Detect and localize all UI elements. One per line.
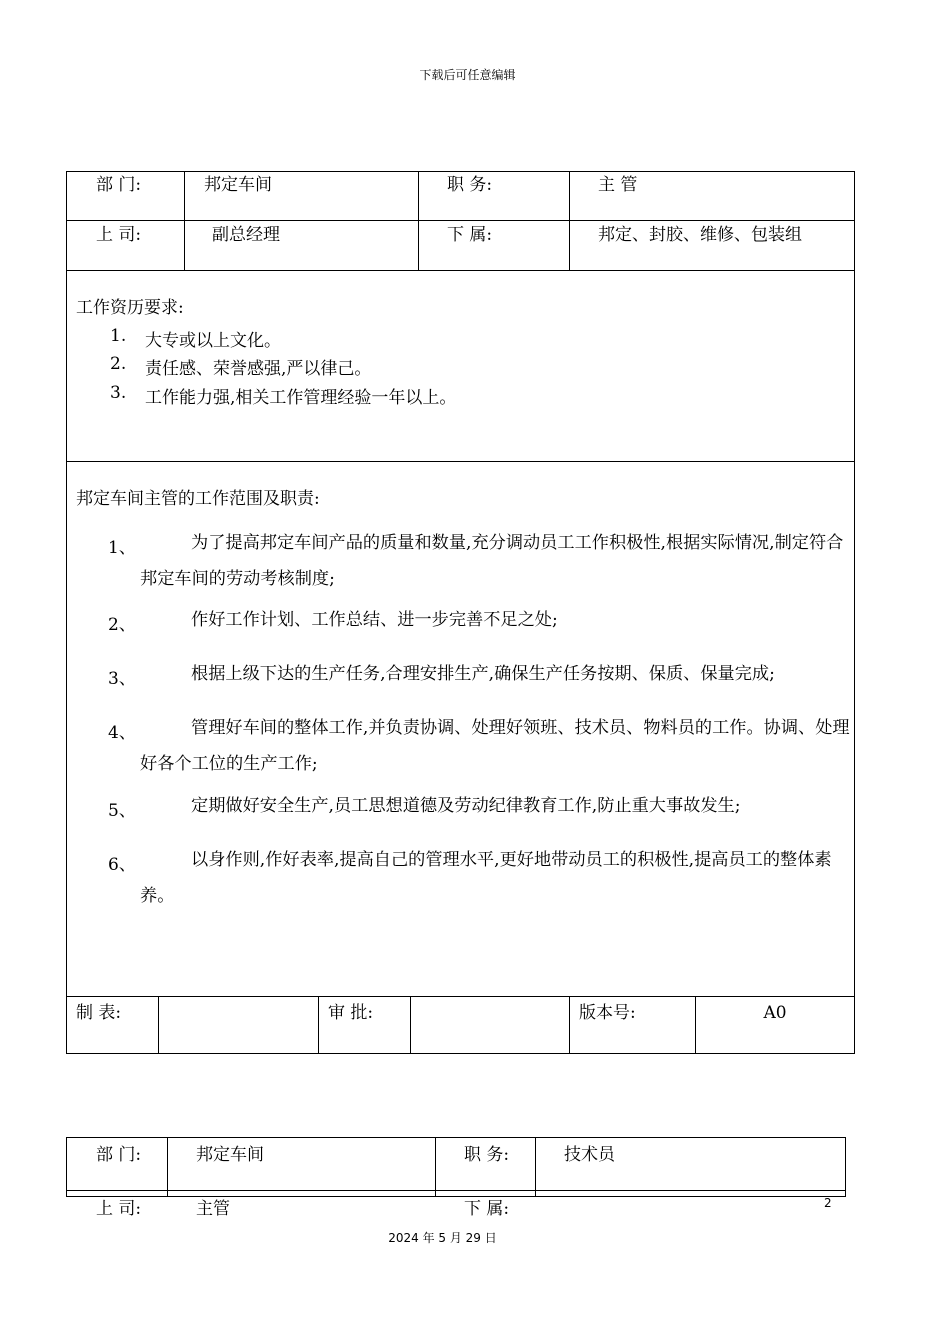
list-item-number: 3. bbox=[110, 383, 127, 403]
list-item-text: 责任感、荣誉感强,严以律己。 bbox=[145, 359, 372, 379]
version-label: 版本号: bbox=[579, 1003, 636, 1023]
list-item-text: 根据上级下达的生产任务,合理安排生产,确保生产任务按期、保质、保量完成; bbox=[191, 664, 775, 684]
dept-label: 部 门: bbox=[96, 175, 142, 195]
column-divider bbox=[418, 171, 419, 270]
column-divider bbox=[569, 996, 570, 1053]
form-border-bottom bbox=[66, 1053, 855, 1054]
list-item-text: 作好工作计划、工作总结、进一步完善不足之处; bbox=[191, 610, 558, 630]
list-item-number: 4、 bbox=[108, 723, 136, 743]
list-item bbox=[0, 383, 850, 407]
row-divider bbox=[66, 270, 855, 271]
duties-title: 邦定车间主管的工作范围及职责: bbox=[76, 489, 320, 509]
list-item-number: 3、 bbox=[108, 669, 136, 689]
superior-value: 主管 bbox=[196, 1199, 230, 1219]
dept-value: 邦定车间 bbox=[196, 1145, 264, 1165]
list-item-text: 大专或以上文化。 bbox=[145, 331, 281, 351]
form-border-top bbox=[66, 1137, 846, 1138]
requirements-title: 工作资历要求: bbox=[76, 298, 184, 318]
approved-by-label: 审 批: bbox=[328, 1003, 374, 1023]
column-divider bbox=[158, 996, 159, 1053]
section-divider bbox=[66, 461, 855, 462]
superior-value: 副总经理 bbox=[212, 225, 280, 245]
list-item-text: 为了提高邦定车间产品的质量和数量,充分调动员工工作积极性,根据实际情况,制定符合邦定车间的劳动考核制度; bbox=[140, 533, 844, 589]
form-border-right bbox=[845, 1137, 846, 1197]
list-item-text: 管理好车间的整体工作,并负责协调、处理好领班、技术员、物料员的工作。协调、处理好各个工位的生产工作; bbox=[140, 718, 850, 774]
page-number: 2 bbox=[824, 1196, 832, 1210]
list-item-number: 2、 bbox=[108, 615, 136, 635]
list-item bbox=[0, 354, 850, 378]
subordinate-value: 邦定、封胶、维修、包装组 bbox=[598, 225, 802, 245]
column-divider bbox=[435, 1137, 436, 1197]
position-label: 职 务: bbox=[447, 175, 493, 195]
subordinate-label: 下 属: bbox=[464, 1199, 510, 1219]
footer-date: 2024 年 5 月 29 日 bbox=[388, 1231, 497, 1245]
row-divider bbox=[66, 1190, 846, 1191]
column-divider bbox=[569, 171, 570, 270]
version-value: A0 bbox=[763, 1003, 787, 1023]
form-border-left bbox=[66, 1137, 67, 1197]
column-divider bbox=[167, 1137, 168, 1197]
dept-value: 邦定车间 bbox=[204, 175, 272, 195]
position-value: 主 管 bbox=[598, 175, 638, 195]
superior-label: 上 司: bbox=[96, 1199, 142, 1219]
column-divider bbox=[410, 996, 411, 1053]
row-divider bbox=[66, 1196, 846, 1197]
dept-label: 部 门: bbox=[96, 1145, 142, 1165]
list-item-number: 1. bbox=[110, 326, 127, 346]
column-divider bbox=[318, 996, 319, 1053]
list-item-text: 定期做好安全生产,员工思想道德及劳动纪律教育工作,防止重大事故发生; bbox=[191, 796, 741, 816]
list-item-number: 6、 bbox=[108, 855, 136, 875]
list-item-text: 工作能力强,相关工作管理经验一年以上。 bbox=[145, 388, 457, 408]
column-divider bbox=[184, 171, 185, 270]
position-label: 职 务: bbox=[464, 1145, 510, 1165]
form-border-left bbox=[66, 171, 67, 1054]
prepared-by-label: 制 表: bbox=[76, 1003, 122, 1023]
list-item-number: 2. bbox=[110, 354, 127, 374]
list-item-number: 1、 bbox=[108, 538, 136, 558]
list-item-number: 5、 bbox=[108, 801, 136, 821]
list-item bbox=[0, 326, 850, 350]
position-value: 技术员 bbox=[564, 1145, 615, 1165]
header-note: 下载后可任意编辑 bbox=[419, 68, 516, 82]
list-item-text: 以身作则,作好表率,提高自己的管理水平,更好地带动员工的积极性,提高员工的整体素养。 bbox=[140, 850, 832, 906]
subordinate-label: 下 属: bbox=[447, 225, 493, 245]
superior-label: 上 司: bbox=[96, 225, 142, 245]
section-divider bbox=[66, 996, 855, 997]
column-divider bbox=[535, 1137, 536, 1197]
form-border-right bbox=[854, 171, 855, 1054]
